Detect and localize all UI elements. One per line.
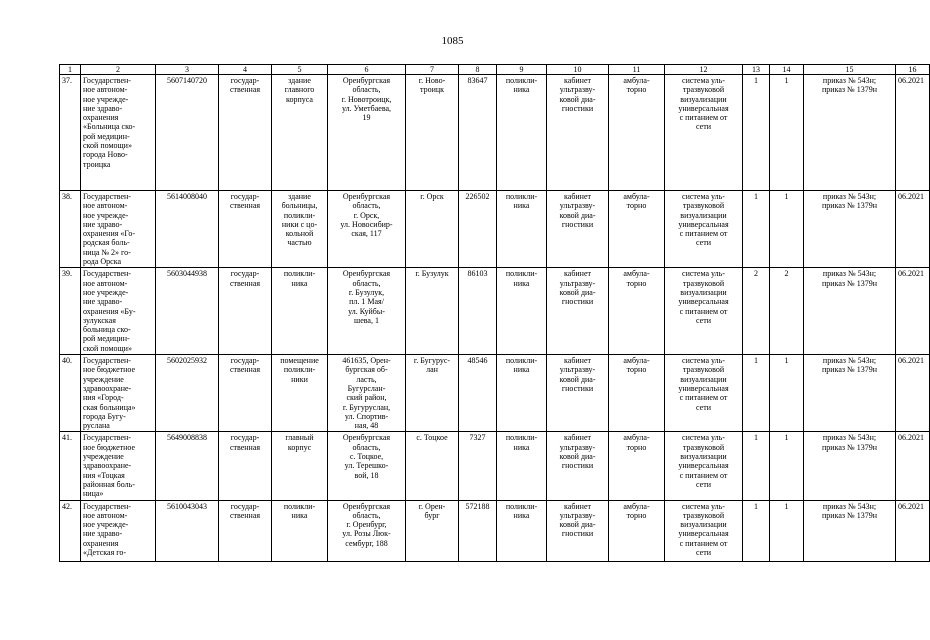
settlement: г. Орен- бург <box>406 500 459 561</box>
care-mode: амбула- торно <box>609 75 665 191</box>
organization-name: Государствен- ное автоном- ное учрежде- ние здраво- охранения «Больница ско- рой медицин- ской помощи» города Ново- троицка <box>81 75 156 191</box>
room-name: кабинет ультразву- ковой диа- гностики <box>547 268 609 355</box>
column-header: 6 <box>328 65 406 75</box>
inn-code: 5610043043 <box>156 500 219 561</box>
quantity-planned: 1 <box>770 355 804 432</box>
room-name: кабинет ультразву- ковой диа- гностики <box>547 500 609 561</box>
building-name: поликли- ника <box>272 268 328 355</box>
unit-type: поликли- ника <box>497 191 547 268</box>
ownership-form: государ- ственная <box>219 191 272 268</box>
page-number: 1085 <box>441 35 464 47</box>
inn-code: 5602025932 <box>156 355 219 432</box>
population: 226502 <box>459 191 497 268</box>
quantity-required: 1 <box>743 500 770 561</box>
order-reference: приказ № 543н; приказ № 1379н <box>804 500 896 561</box>
column-header: 2 <box>81 65 156 75</box>
column-header: 3 <box>156 65 219 75</box>
unit-type: поликли- ника <box>497 355 547 432</box>
ownership-form: государ- ственная <box>219 355 272 432</box>
order-reference: приказ № 543н; приказ № 1379н <box>804 432 896 500</box>
inn-code: 5649008838 <box>156 432 219 500</box>
order-reference: приказ № 543н; приказ № 1379н <box>804 191 896 268</box>
address: 461635, Орен- бургская об- ласть, Бугурслан- ский район, г. Бугуруслан, ул. Спортив- ная, 48 <box>328 355 406 432</box>
building-name: здание главного корпуса <box>272 75 328 191</box>
organization-name: Государствен- ное автоном- ное учрежде- ние здраво- охранения «Го- родская боль- ница № 2» го- рода Орска <box>81 191 156 268</box>
column-header: 1 <box>60 65 81 75</box>
settlement: г. Бузулук <box>406 268 459 355</box>
population: 48546 <box>459 355 497 432</box>
header-row <box>60 65 930 75</box>
equipment-name: система уль- тразвуковой визуализации универсальная с питанием от сети <box>665 355 743 432</box>
row-number: 40. <box>60 355 81 432</box>
delivery-date: 06.2021 <box>896 355 930 432</box>
settlement: г. Ново- троицк <box>406 75 459 191</box>
population: 572188 <box>459 500 497 561</box>
column-header: 10 <box>547 65 609 75</box>
building-name: здание больницы, поликли- ники с цо- кольной частью <box>272 191 328 268</box>
delivery-date: 06.2021 <box>896 191 930 268</box>
unit-type: поликли- ника <box>497 268 547 355</box>
inn-code: 5607140720 <box>156 75 219 191</box>
column-header: 16 <box>896 65 930 75</box>
population: 83647 <box>459 75 497 191</box>
address: Оренбургская область, г. Новотроицк, ул. Уметбаева, 19 <box>328 75 406 191</box>
table-row <box>60 191 930 268</box>
quantity-planned: 1 <box>770 500 804 561</box>
column-header: 7 <box>406 65 459 75</box>
care-mode: амбула- торно <box>609 500 665 561</box>
unit-type: поликли- ника <box>497 75 547 191</box>
column-header: 12 <box>665 65 743 75</box>
organization-name: Государствен- ное бюджетное учреждение здравоохране- ния «Город- ская больница» города Бугу- руслана <box>81 355 156 432</box>
table-row <box>60 75 930 191</box>
quantity-planned: 2 <box>770 268 804 355</box>
column-header: 15 <box>804 65 896 75</box>
unit-type: поликли- ника <box>497 432 547 500</box>
settlement: г. Бугурус- лан <box>406 355 459 432</box>
table-row <box>60 355 930 432</box>
room-name: кабинет ультразву- ковой диа- гностики <box>547 355 609 432</box>
address: Оренбургская область, г. Бузулук, пл. 1 Мая/ ул. Куйбы- шева, 1 <box>328 268 406 355</box>
column-header: 9 <box>497 65 547 75</box>
column-header: 4 <box>219 65 272 75</box>
settlement: с. Тоцкое <box>406 432 459 500</box>
care-mode: амбула- торно <box>609 355 665 432</box>
population: 7327 <box>459 432 497 500</box>
quantity-required: 2 <box>743 268 770 355</box>
quantity-planned: 1 <box>770 191 804 268</box>
inn-code: 5603044938 <box>156 268 219 355</box>
column-header: 8 <box>459 65 497 75</box>
quantity-planned: 1 <box>770 75 804 191</box>
building-name: помещение поликли- ники <box>272 355 328 432</box>
table-row <box>60 500 930 561</box>
inn-code: 5614008040 <box>156 191 219 268</box>
order-reference: приказ № 543н; приказ № 1379н <box>804 355 896 432</box>
address: Оренбургская область, с. Тоцкое, ул. Терешко- вой, 18 <box>328 432 406 500</box>
delivery-date: 06.2021 <box>896 75 930 191</box>
organization-name: Государствен- ное автоном- ное учрежде- ние здраво- охранения «Бу- зулукская больница ско- рой медицин- ской помощи» <box>81 268 156 355</box>
care-mode: амбула- торно <box>609 432 665 500</box>
address: Оренбургская область, г. Орск, ул. Новосибир- ская, 117 <box>328 191 406 268</box>
equipment-name: система уль- тразвуковой визуализации универсальная с питанием от сети <box>665 500 743 561</box>
care-mode: амбула- торно <box>609 268 665 355</box>
quantity-required: 1 <box>743 191 770 268</box>
table-row <box>60 432 930 500</box>
row-number: 41. <box>60 432 81 500</box>
population: 86103 <box>459 268 497 355</box>
equipment-name: система уль- тразвуковой визуализации универсальная с питанием от сети <box>665 432 743 500</box>
building-name: поликли- ника <box>272 500 328 561</box>
table-row <box>60 268 930 355</box>
row-number: 42. <box>60 500 81 561</box>
ownership-form: государ- ственная <box>219 268 272 355</box>
equipment-name: система уль- тразвуковой визуализации универсальная с питанием от сети <box>665 191 743 268</box>
settlement: г. Орск <box>406 191 459 268</box>
equipment-name: система уль- тразвуковой визуализации универсальная с питанием от сети <box>665 75 743 191</box>
order-reference: приказ № 543н; приказ № 1379н <box>804 75 896 191</box>
quantity-required: 1 <box>743 355 770 432</box>
registry-table <box>59 64 930 562</box>
delivery-date: 06.2021 <box>896 500 930 561</box>
order-reference: приказ № 543н; приказ № 1379н <box>804 268 896 355</box>
column-header: 11 <box>609 65 665 75</box>
ownership-form: государ- ственная <box>219 500 272 561</box>
room-name: кабинет ультразву- ковой диа- гностики <box>547 75 609 191</box>
column-header: 13 <box>743 65 770 75</box>
organization-name: Государствен- ное бюджетное учреждение здравоохране- ния «Тоцкая районная боль- ница» <box>81 432 156 500</box>
address: Оренбургская область, г. Оренбург, ул. Розы Люк- сембург, 188 <box>328 500 406 561</box>
building-name: главный корпус <box>272 432 328 500</box>
quantity-required: 1 <box>743 432 770 500</box>
quantity-required: 1 <box>743 75 770 191</box>
room-name: кабинет ультразву- ковой диа- гностики <box>547 191 609 268</box>
row-number: 38. <box>60 191 81 268</box>
delivery-date: 06.2021 <box>896 432 930 500</box>
row-number: 37. <box>60 75 81 191</box>
column-header: 14 <box>770 65 804 75</box>
unit-type: поликли- ника <box>497 500 547 561</box>
room-name: кабинет ультразву- ковой диа- гностики <box>547 432 609 500</box>
row-number: 39. <box>60 268 81 355</box>
ownership-form: государ- ственная <box>219 75 272 191</box>
quantity-planned: 1 <box>770 432 804 500</box>
care-mode: амбула- торно <box>609 191 665 268</box>
ownership-form: государ- ственная <box>219 432 272 500</box>
column-header: 5 <box>272 65 328 75</box>
equipment-name: система уль- тразвуковой визуализации универсальная с питанием от сети <box>665 268 743 355</box>
delivery-date: 06.2021 <box>896 268 930 355</box>
organization-name: Государствен- ное автоном- ное учрежде- ние здраво- охранения «Детская го- <box>81 500 156 561</box>
